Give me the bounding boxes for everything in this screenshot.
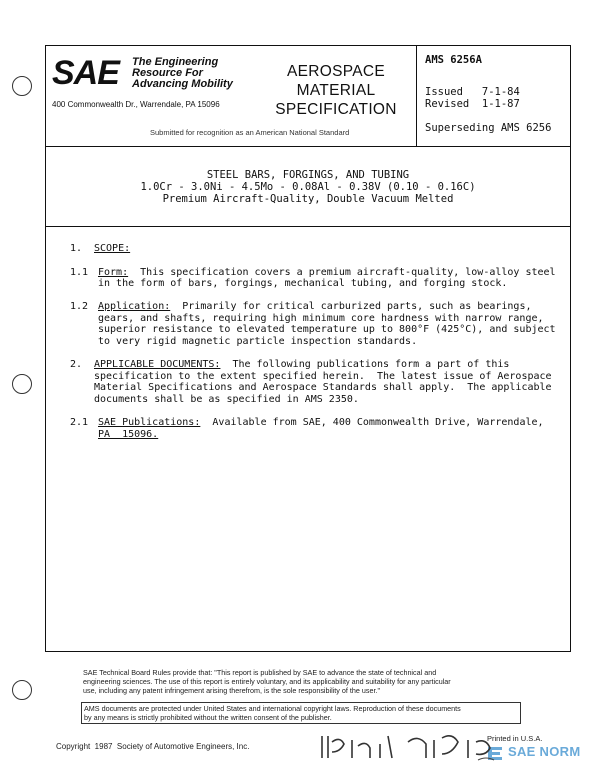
section-1-2-line-4: to very rigid magnetic particle inspection standards. xyxy=(98,336,418,347)
section-2-1-line-2: PA 15096. xyxy=(98,429,159,440)
copyright-notice-box: AMS documents are protected under United States and international copyright laws. Reproduction of these documents by any means is strictly prohibited without the written consent of the publisher. xyxy=(81,702,521,724)
section-1-1-number: 1.1 xyxy=(70,267,89,278)
sae-tagline: The Engineering Resource For Advancing Mobility xyxy=(132,56,233,90)
section-1-2-line-2: gears, and shafts, requiring high minimum core hardness with narrow range, xyxy=(98,313,544,324)
issued-date: Issued 7-1-84 xyxy=(425,86,520,98)
section-2-line-2: specification to the extent specified herein. The latest issue of Aerospace xyxy=(94,371,552,382)
section-1-1-line-1: Form: This specification covers a premium aircraft-quality, low-alloy steel xyxy=(98,267,556,278)
sae-logo: SAE xyxy=(52,54,119,92)
section-2-line-3: Material Specifications and Aerospace Standards shall apply. The applicable xyxy=(94,382,552,393)
handwritten-stamp-marks xyxy=(318,722,518,762)
punch-hole-bottom xyxy=(12,680,32,700)
technical-board-rules: SAE Technical Board Rules provide that: "This report is published by SAE to advance the state of technical and engineering sciences. The use of this report is entirely voluntary, and its applicability and suitability for any particular use, including any patent infringement arising therefrom, is the sole responsibility of the user." xyxy=(83,668,451,695)
copyright-line: Copyright 1987 Society of Automotive Engineers, Inc. xyxy=(56,742,250,751)
title-line-3: Premium Aircraft-Quality, Double Vacuum Melted xyxy=(162,193,454,205)
spec-number: AMS 6256A xyxy=(425,54,482,66)
section-1-2-line-3: superior resistance to elevated temperature up to 800°F (425°C), and subject xyxy=(98,324,556,335)
sae-norm-watermark: SAE NORM xyxy=(486,744,590,762)
section-1-2-heading: Application: xyxy=(98,301,171,312)
section-2-heading: APPLICABLE DOCUMENTS: xyxy=(94,359,221,370)
section-1-2-number: 1.2 xyxy=(70,301,89,312)
section-1-2-line-1: Application: Primarily for critical carburized parts, such as bearings, xyxy=(98,301,532,312)
section-2-number: 2. xyxy=(70,359,83,370)
printed-in-usa: Printed in U.S.A. xyxy=(487,734,543,743)
section-1-1-line-2: in the form of bars, forgings, mechanical tubing, and forging stock. xyxy=(98,278,508,289)
document-header xyxy=(46,46,570,147)
section-2-1-line-1: SAE Publications: Available from SAE, 400 Commonwealth Drive, Warrendale, xyxy=(98,417,544,428)
punch-hole-middle xyxy=(12,374,32,394)
section-1-heading: SCOPE: xyxy=(94,243,131,254)
punch-hole-top xyxy=(12,76,32,96)
specification-title xyxy=(46,146,570,227)
title-line-2: 1.0Cr - 3.0Ni - 4.5Mo - 0.08Al - 0.38V (0.10 - 0.16C) xyxy=(140,181,476,193)
section-2-line-4: documents shall be as specified in AMS 2350. xyxy=(94,394,359,405)
superseding-note: Superseding AMS 6256 xyxy=(425,122,552,134)
submitted-note: Submitted for recognition as an American National Standard xyxy=(150,128,350,137)
document-frame xyxy=(45,45,571,652)
section-2-line-1: APPLICABLE DOCUMENTS: The following publications form a part of this xyxy=(94,359,510,370)
doc-type-title: AEROSPACE MATERIAL SPECIFICATION xyxy=(275,63,397,118)
title-line-1: STEEL BARS, FORGINGS, AND TUBING xyxy=(206,169,410,181)
revised-date: Revised 1-1-87 xyxy=(425,98,520,110)
section-1-number: 1. xyxy=(70,243,83,254)
section-2-1-heading: SAE Publications: xyxy=(98,417,201,428)
section-1-1-heading: Form: xyxy=(98,267,129,278)
spec-info-box xyxy=(416,46,571,146)
sae-address: 400 Commonwealth Dr., Warrendale, PA 15096 xyxy=(52,100,220,109)
section-2-1-number: 2.1 xyxy=(70,417,89,428)
